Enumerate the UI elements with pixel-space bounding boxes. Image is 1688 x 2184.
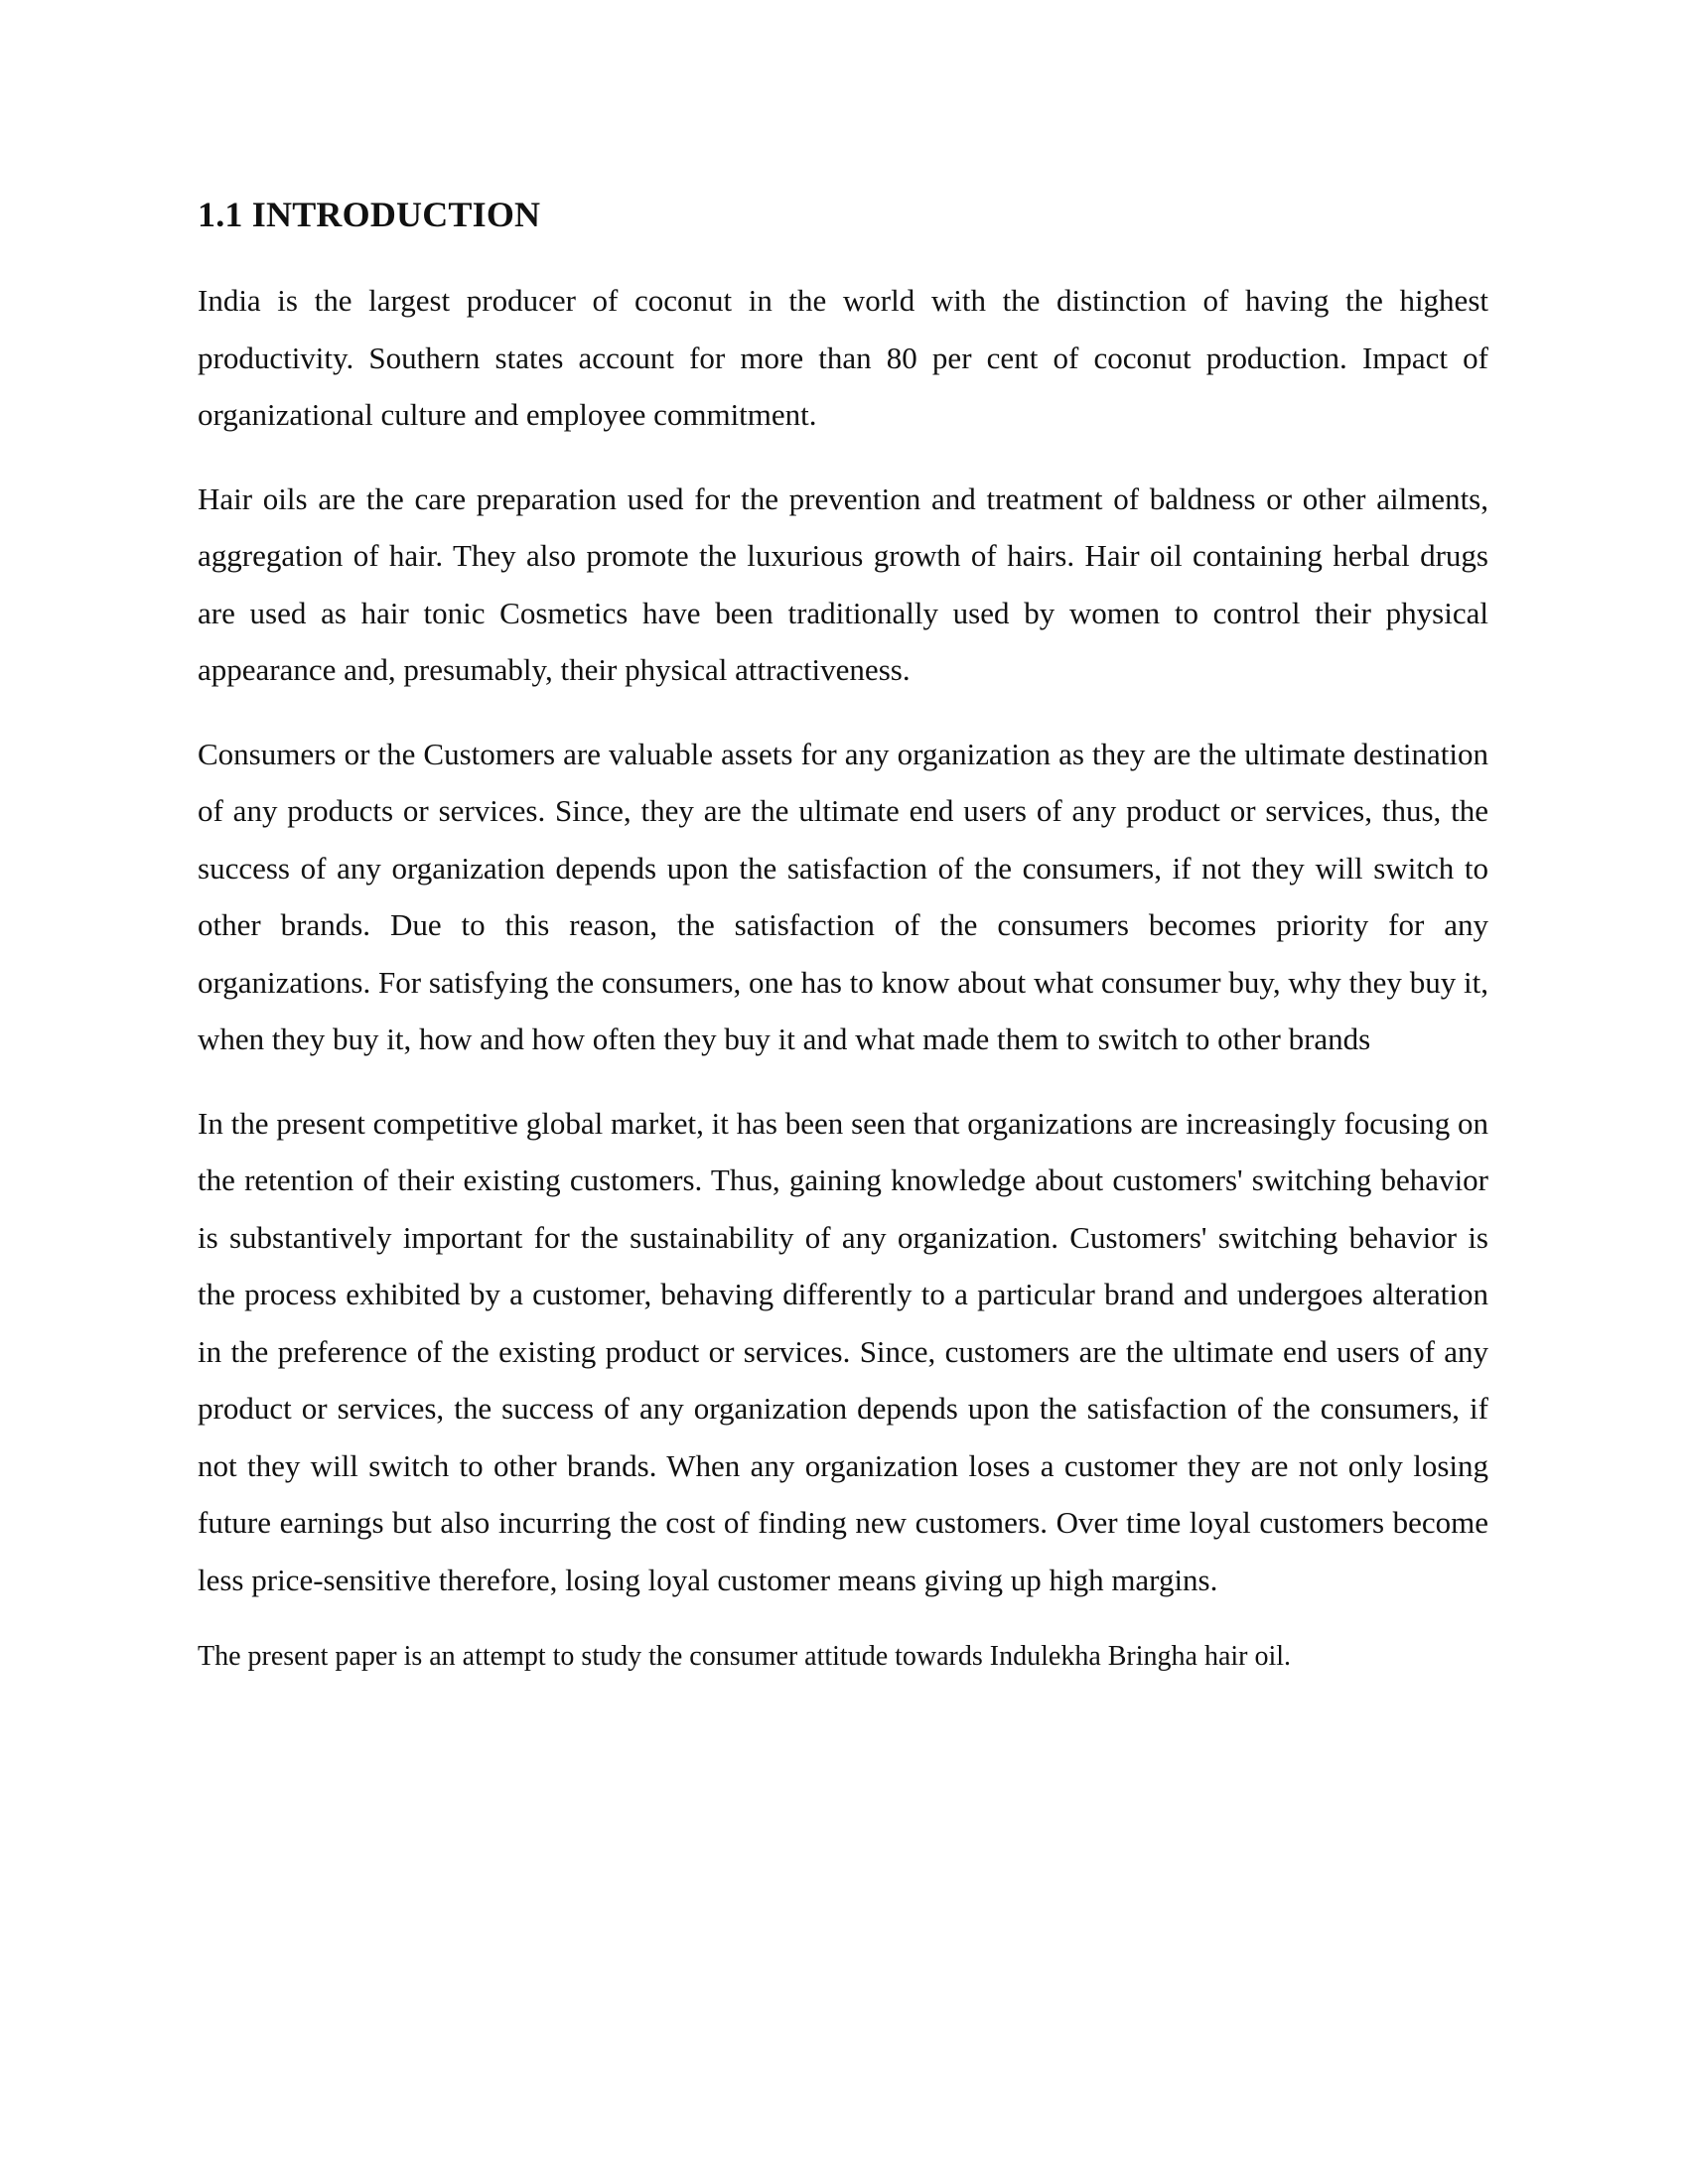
paragraph-coconut-production: India is the largest producer of coconut in the world with the distinction of having the highest productivity. Southern states account for more than 80 per cent of coconut production. Impact of organizational culture and employee commitment. [198,283,1488,433]
paragraph-hair-oils: Hair oils are the care preparation used for the prevention and treatment of baldness or other ailments, aggregation of hair. They also promote the luxurious growth of hairs. Hair oil containing herbal drugs are used as hair tonic Cosmetics have been traditionally used by women to control their physical appearance and, presumably, their physical attractiveness. [198,480,1488,688]
paragraph-study-aim: The present paper is an attempt to study the consumer attitude towards Indulekha Bringha hair oil. [198,1641,1292,1673]
section-heading: 1.1 INTRODUCTION [198,195,541,234]
document-body [198,194,1488,1679]
paragraph-switching-behavior: In the present competitive global market, it has been seen that organizations are increasingly focusing on the retention of their existing customers. Thus, gaining knowledge about customers' switching behavior is substantively important for the sustainability of any organization. Customers' switching behavior is the process exhibited by a customer, behaving differently to a particular brand and undergoes alteration in the preference of the existing product or services. Since, customers are the ultimate end users of any product or services, the success of any organization depends upon the satisfaction of the consumers, if not they will switch to other brands. When any organization loses a customer they are not only losing future earnings but also incurring the cost of finding new customers. Over time loyal customers become less price-sensitive therefore, losing loyal customer means giving up high margins. [198,1105,1488,1597]
paragraph-consumers: Consumers or the Customers are valuable assets for any organization as they are the ultimate destination of any products or services. Since, they are the ultimate end users of any product or services, thus, the success of any organization depends upon the satisfaction of the consumers, if not they will switch to other brands. Due to this reason, the satisfaction of the consumers becomes priority for any organizations. For satisfying the consumers, one has to know about what consumer buy, why they buy it, when they buy it, how and how often they buy it and what made them to switch to other brands [198,736,1488,1057]
